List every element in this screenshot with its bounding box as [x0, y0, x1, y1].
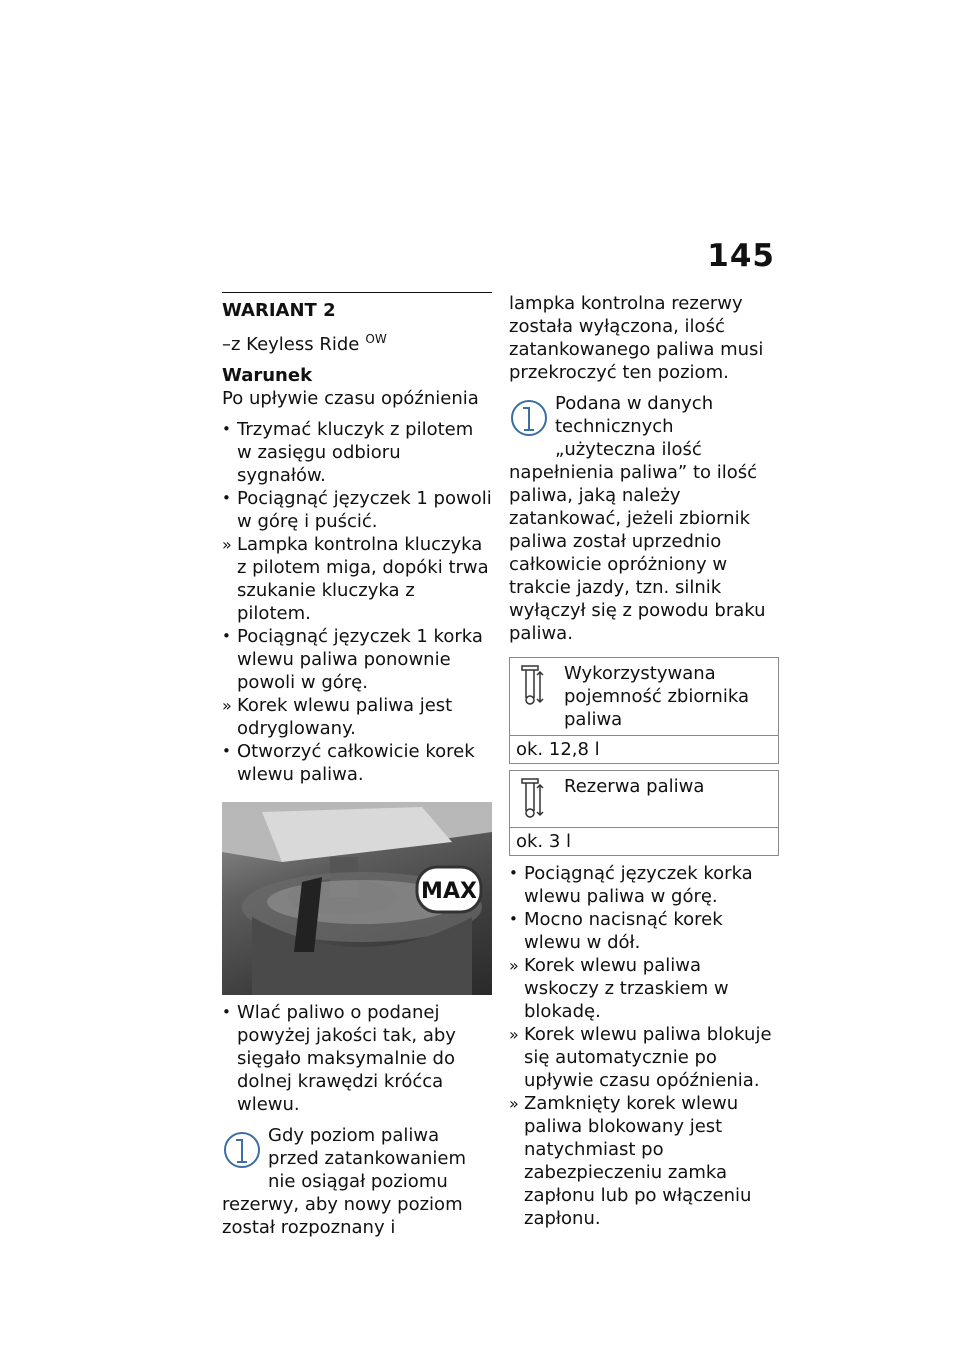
- list-item: [509, 954, 779, 1023]
- right-steps: [509, 862, 779, 1230]
- step-text: Trzymać kluczyk z pilotem w zasięgu odbioru sygnałów.: [237, 419, 474, 486]
- bullet-mark: •: [222, 1003, 231, 1021]
- list-item: [222, 1001, 492, 1116]
- step-text: Mocno nacisnąć korek wlewu w dół.: [524, 909, 723, 953]
- max-label: MAX: [421, 879, 477, 904]
- bullet-mark: •: [222, 627, 231, 645]
- list-item: [222, 418, 492, 487]
- left-steps: [222, 418, 492, 786]
- spec-value: ok. 12,8 l: [510, 735, 778, 763]
- result-mark: »: [509, 956, 519, 975]
- bullet-mark: •: [509, 864, 518, 882]
- step-text: Pociągnąć języczek korka wlewu paliwa w górę.: [524, 863, 753, 907]
- keyless-text: –z Keyless Ride: [222, 334, 360, 355]
- fuel-gauge-icon: [516, 662, 546, 706]
- step-text: Otworzyć całkowicie korek wlewu paliwa.: [237, 741, 475, 785]
- continuation-text: lampka kontrolna rezerwy została wyłączona, ilość zatankowanego paliwa musi przekroczyć ten poziom.: [509, 293, 764, 383]
- result-mark: »: [509, 1025, 519, 1044]
- condition-label: Warunek: [222, 365, 313, 386]
- result-mark: »: [222, 696, 232, 715]
- left-column: [222, 292, 492, 1239]
- info-icon: [509, 396, 549, 440]
- list-item: [222, 533, 492, 625]
- result-mark: »: [222, 535, 232, 554]
- fuel-gauge-icon: [516, 775, 546, 819]
- step-text: Zamknięty korek wlewu paliwa blokowany jest natychmiast po zabezpieczeniu zamka zapłonu lub po włączeniu zapłonu.: [524, 1093, 752, 1229]
- list-item: [222, 487, 492, 533]
- step-text: Lampka kontrolna kluczyka z pilotem miga, dopóki trwa szukanie kluczyka z pilotem.: [237, 534, 489, 624]
- step-text: Korek wlewu paliwa wskoczy z trzaskiem w blokadę.: [524, 955, 729, 1022]
- step-text: Pociągnąć języczek 1 powoli w górę i puścić.: [237, 488, 492, 532]
- bullet-mark: •: [222, 420, 231, 438]
- spec-reserve: [509, 770, 779, 856]
- list-item: [509, 862, 779, 908]
- page-number: 145: [707, 238, 775, 274]
- list-item: [509, 908, 779, 954]
- spec-usable-capacity: [509, 657, 779, 764]
- spec-head: [510, 658, 778, 735]
- bullet-mark: •: [509, 910, 518, 928]
- list-item: [222, 694, 492, 740]
- step-text: Korek wlewu paliwa blokuje się automatycznie po upływie czasu opóźnienia.: [524, 1024, 772, 1091]
- spec-label: Rezerwa paliwa: [564, 776, 705, 797]
- info-icon: [222, 1128, 262, 1172]
- keyless-code: OW: [365, 332, 387, 346]
- note-text: Gdy poziom paliwa przed zatankowaniem nie osiągał poziomu rezerwy, aby nowy poziom został rozpoznany i: [222, 1125, 467, 1238]
- bullet-mark: •: [222, 742, 231, 760]
- spec-value: ok. 3 l: [510, 827, 778, 855]
- list-item: [509, 1023, 779, 1092]
- step-text: Korek wlewu paliwa jest odryglowany.: [237, 695, 453, 739]
- fuel-filler-photo: [222, 802, 492, 995]
- result-mark: »: [509, 1094, 519, 1113]
- spec-label: Wykorzystywana pojemność zbiornika paliwa: [564, 663, 749, 730]
- condition-text: Po upływie czasu opóźnienia: [222, 388, 479, 409]
- fuel-filler-illustration: [222, 802, 492, 995]
- note-text: Podana w danych technicznych „użyteczna ilość napełnienia paliwa” to ilość paliwa, jaką należy zatankować, jeżeli zbiornik paliwa został uprzednio całkowicie opróżniony w trakcie jazdy, tzn. silnik wyłączył się z powodu braku paliwa.: [509, 393, 766, 644]
- info-note: [222, 1124, 492, 1239]
- list-item: [222, 625, 492, 694]
- list-item: [509, 1092, 779, 1230]
- bullet-mark: •: [222, 489, 231, 507]
- step-text: Wlać paliwo o podanej powyżej jakości tak, aby sięgało maksymalnie do dolnej krawędzi króćca wlewu.: [237, 1002, 456, 1115]
- list-item: [222, 740, 492, 786]
- keyless-line: [222, 328, 492, 356]
- spec-head: [510, 771, 778, 827]
- variant-title: WARIANT 2: [222, 300, 336, 321]
- step-text: Pociągnąć języczek 1 korka wlewu paliwa ponownie powoli w górę.: [237, 626, 483, 693]
- section-rule: [222, 292, 492, 293]
- info-note: [509, 392, 779, 645]
- right-column: [509, 292, 779, 1230]
